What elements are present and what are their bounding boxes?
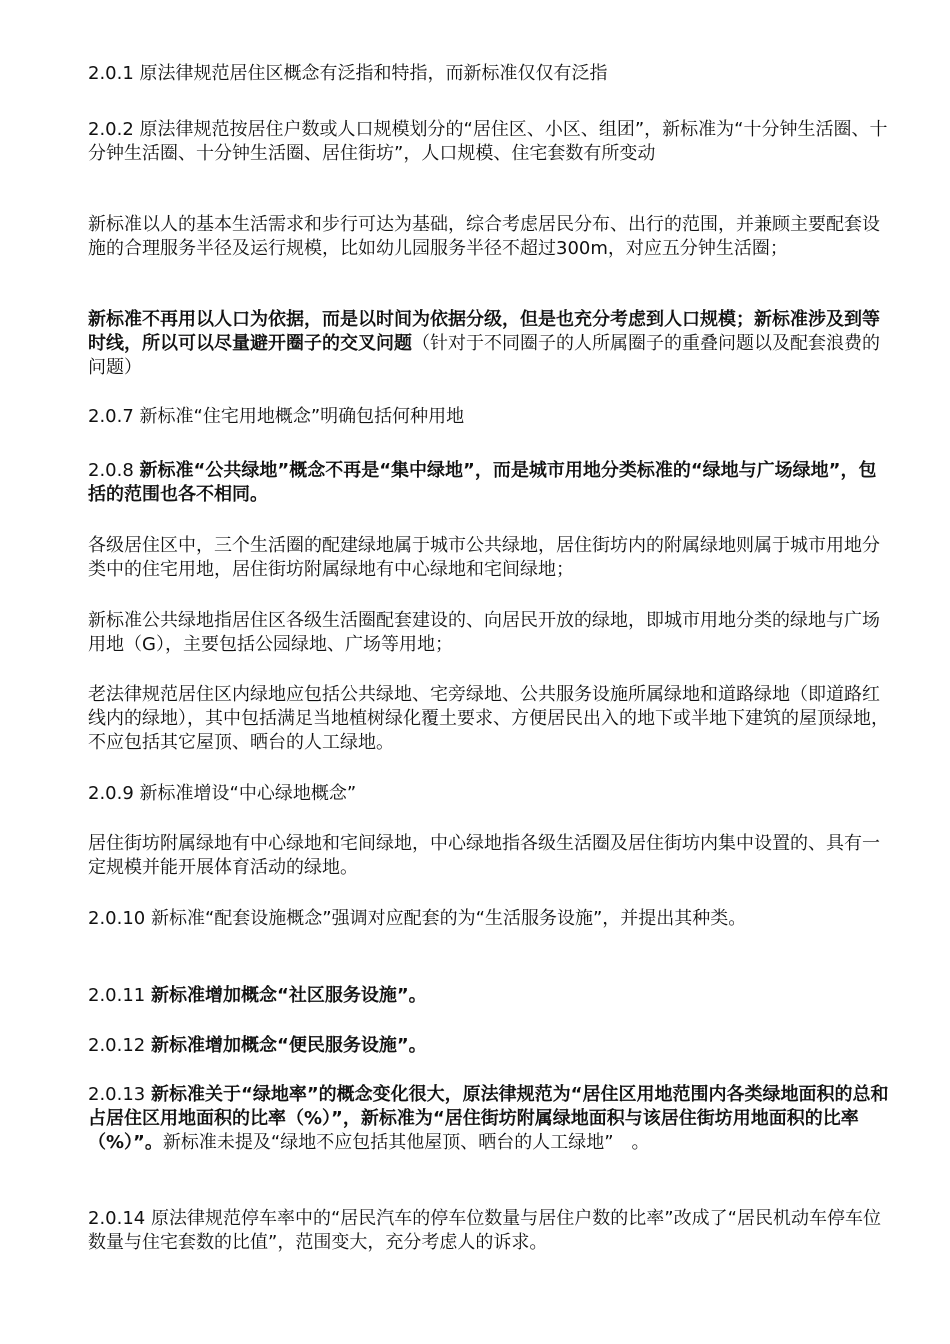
paragraph-2-0-1 [88, 62, 893, 86]
paragraph-text: 2.0.9 新标准增设“中心绿地概念” [88, 783, 357, 804]
paragraph-text: 新标准未提及“绿地不应包括其他屋顶、晒台的人工绿地” 。 [162, 1132, 650, 1153]
paragraph-2-0-11 [88, 984, 893, 1008]
paragraph-2-0-7 [88, 405, 893, 429]
paragraph-2-0-9 [88, 782, 893, 806]
paragraph-green-space-levels [88, 534, 893, 582]
paragraph-number: 2.0.13 [88, 1084, 151, 1105]
paragraph-bold-text: 新标准关于“绿地率”的概念变化很大，原法律规范为“居住区用地范围内各类绿地面积的总和占居住区用地面积的比率（%）”，新标准为“居住街坊附属绿地面积与该居住街坊用地面积的比率（%）”。 [88, 1084, 889, 1153]
paragraph-old-green-definition [88, 683, 893, 755]
paragraph-number: 2.0.12 [88, 1035, 151, 1056]
paragraph-2-0-10 [88, 907, 893, 931]
paragraph-number: 2.0.11 [88, 985, 151, 1006]
paragraph-text: 2.0.2 原法律规范按居住户数或人口规模划分的“居住区、小区、组团”，新标准为“十分钟生活圈、十分钟生活圈、十分钟生活圈、居住街坊”，人口规模、住宅套数有所变动 [88, 119, 888, 164]
paragraph-text: 2.0.14 原法律规范停车率中的“居民汽车的停车位数量与居住户数的比率”改成了“居民机动车停车位数量与住宅套数的比值”，范围变大，充分考虑人的诉求。 [88, 1208, 881, 1253]
paragraph-2-0-8 [88, 459, 893, 507]
paragraph-text: 居住街坊附属绿地有中心绿地和宅间绿地，中心绿地指各级生活圈及居住街坊内集中设置的、具有一定规模并能开展体育活动的绿地。 [88, 833, 880, 878]
paragraph-text: （针对于不同圈子的人所属圈子的重叠问题以及配套浪费的问题） [88, 333, 880, 378]
paragraph-2-0-12 [88, 1034, 893, 1058]
paragraph-bold-text: 新标准增加概念“便民服务设施”。 [150, 1035, 427, 1056]
paragraph-bold-text: 新标准增加概念“社区服务设施”。 [150, 985, 427, 1006]
paragraph-public-green-definition [88, 609, 893, 657]
paragraph-bold-text: 新标准不再用以人口为依据，而是以时间为依据分级，但是也充分考虑到人口规模；新标准涉及到等时线，所以可以尽量避开圈子的交叉问题 [88, 309, 880, 354]
paragraph-text: 各级居住区中，三个生活圈的配建绿地属于城市公共绿地，居住街坊内的附属绿地则属于城市用地分类中的住宅用地，居住街坊附属绿地有中心绿地和宅间绿地； [88, 535, 880, 580]
paragraph-2-0-13 [88, 1083, 893, 1155]
paragraph-central-green [88, 832, 893, 880]
paragraph-time-based-grading [88, 308, 893, 380]
paragraph-living-circle-basis [88, 213, 893, 261]
paragraph-text: 2.0.7 新标准“住宅用地概念”明确包括何种用地 [88, 406, 465, 427]
paragraph-text: 2.0.10 新标准“配套设施概念”强调对应配套的为“生活服务设施”，并提出其种类。 [88, 908, 747, 929]
paragraph-2-0-2 [88, 118, 893, 166]
paragraph-text: 新标准以人的基本生活需求和步行可达为基础，综合考虑居民分布、出行的范围，并兼顾主要配套设施的合理服务半径及运行规模，比如幼儿园服务半径不超过300m，对应五分钟生活圈； [88, 214, 880, 259]
paragraph-text: 2.0.1 原法律规范居住区概念有泛指和特指，而新标准仅仅有泛指 [88, 63, 608, 84]
paragraph-number: 2.0.8 [88, 460, 140, 481]
paragraph-bold-text: 新标准“公共绿地”概念不再是“集中绿地”，而是城市用地分类标准的“绿地与广场绿地”，包括的范围也各不相同。 [88, 460, 877, 505]
paragraph-text: 新标准公共绿地指居住区各级生活圈配套建设的、向居民开放的绿地，即城市用地分类的绿地与广场用地（G），主要包括公园绿地、广场等用地； [88, 610, 880, 655]
paragraph-text: 老法律规范居住区内绿地应包括公共绿地、宅旁绿地、公共服务设施所属绿地和道路绿地（即道路红线内的绿地），其中包括满足当地植树绿化覆土要求、方便居民出入的地下或半地下建筑的屋顶绿地，不应包括其它屋顶、晒台的人工绿地。 [88, 684, 889, 753]
paragraph-2-0-14 [88, 1207, 893, 1255]
